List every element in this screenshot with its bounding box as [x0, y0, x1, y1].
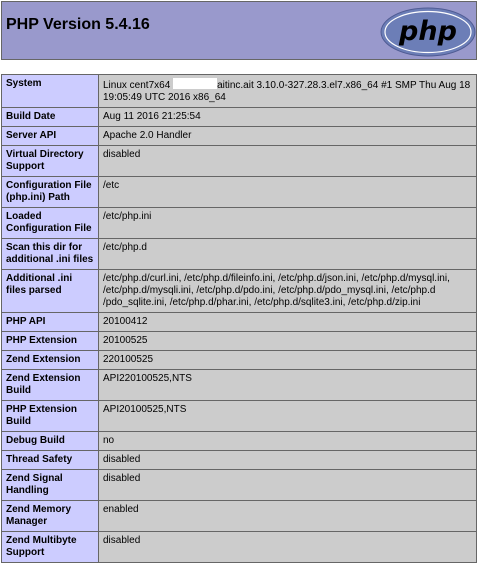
table-row — [2, 470, 477, 501]
row-key: Scan this dir for additional .ini files — [2, 239, 99, 270]
row-value: enabled — [99, 501, 477, 532]
row-value: no — [99, 432, 477, 451]
row-key: System — [2, 75, 99, 108]
row-key: PHP API — [2, 313, 99, 332]
table-row — [2, 351, 477, 370]
row-value: disabled — [99, 470, 477, 501]
row-key: Additional .ini files parsed — [2, 270, 99, 313]
table-row — [2, 313, 477, 332]
table-row — [2, 501, 477, 532]
version-header — [1, 1, 477, 60]
row-value: disabled — [99, 146, 477, 177]
table-row — [2, 108, 477, 127]
info-table — [1, 74, 477, 563]
row-value: /etc — [99, 177, 477, 208]
table-row — [2, 75, 477, 108]
row-key: Zend Multibyte Support — [2, 532, 99, 563]
php-logo-icon[interactable] — [380, 7, 476, 57]
row-value — [99, 75, 477, 108]
table-row — [2, 451, 477, 470]
row-key: Virtual Directory Support — [2, 146, 99, 177]
row-value: disabled — [99, 451, 477, 470]
row-key: PHP Extension Build — [2, 401, 99, 432]
table-row — [2, 177, 477, 208]
table-row — [2, 239, 477, 270]
row-value: API220100525,NTS — [99, 370, 477, 401]
row-value: Apache 2.0 Handler — [99, 127, 477, 146]
row-value: /etc/php.ini — [99, 208, 477, 239]
row-key: Debug Build — [2, 432, 99, 451]
row-value: 220100525 — [99, 351, 477, 370]
row-key: Server API — [2, 127, 99, 146]
table-row — [2, 370, 477, 401]
table-row — [2, 146, 477, 177]
row-key: Zend Memory Manager — [2, 501, 99, 532]
row-value: 20100412 — [99, 313, 477, 332]
row-key: PHP Extension — [2, 332, 99, 351]
row-key: Zend Extension Build — [2, 370, 99, 401]
row-key: Loaded Configuration File — [2, 208, 99, 239]
system-value-suffix: aitinc.ait 3.10.0-327.28.3.el7.x86_64 #1 SMP Thu Aug 18 19:05:49 UTC 2016 x86_64 — [103, 80, 471, 103]
row-key: Zend Signal Handling — [2, 470, 99, 501]
table-row — [2, 332, 477, 351]
row-key: Thread Safety — [2, 451, 99, 470]
table-row — [2, 532, 477, 563]
system-value-prefix: Linux cent7x64 — [103, 80, 171, 91]
table-row — [2, 208, 477, 239]
row-value: Aug 11 2016 21:25:54 — [99, 108, 477, 127]
table-row — [2, 432, 477, 451]
row-key: Zend Extension — [2, 351, 99, 370]
redacted-hostname — [173, 78, 217, 89]
table-row — [2, 401, 477, 432]
row-value: /etc/php.d — [99, 239, 477, 270]
row-key: Build Date — [2, 108, 99, 127]
php-logo-text: php — [399, 16, 457, 47]
row-value: /etc/php.d/curl.ini, /etc/php.d/fileinfo.ini, /etc/php.d/json.ini, /etc/php.d/mysql.ini, /etc/php.d/mysqli.ini, /etc/php.d/pdo.ini, /etc/php.d/pdo_mysql.ini, /etc/php.d /pdo_sqlite.ini, /etc/php.d/phar.ini, /etc/php.d/sqlite3.ini, /etc/php.d/zip.ini — [99, 270, 477, 313]
row-value: disabled — [99, 532, 477, 563]
table-row — [2, 270, 477, 313]
page-title: PHP Version 5.4.16 — [6, 16, 150, 33]
row-value: API20100525,NTS — [99, 401, 477, 432]
row-value: 20100525 — [99, 332, 477, 351]
table-row — [2, 127, 477, 146]
row-key: Configuration File (php.ini) Path — [2, 177, 99, 208]
